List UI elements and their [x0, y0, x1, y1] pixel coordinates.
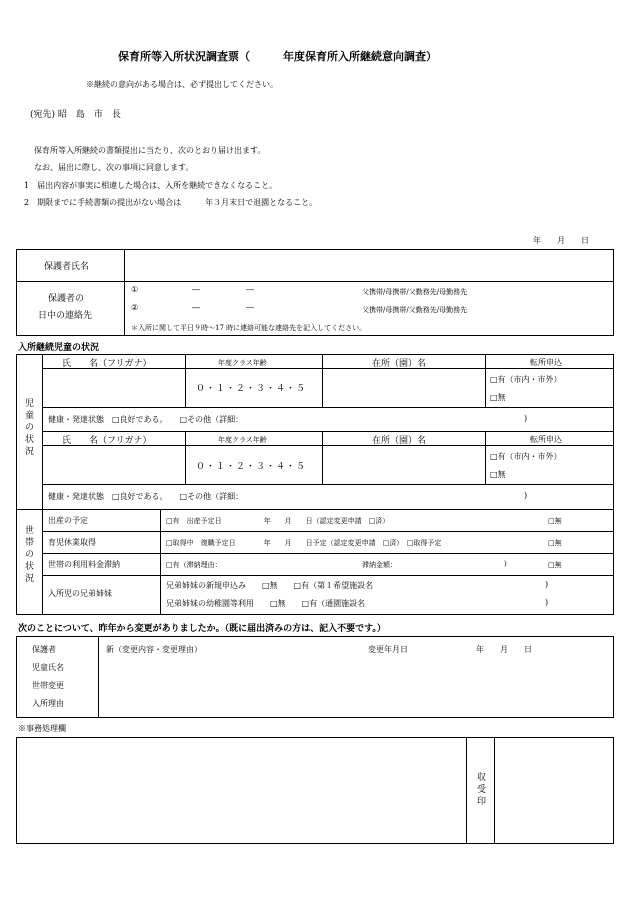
child-1-name-field[interactable] [43, 369, 184, 406]
child-1-health[interactable]: 健康・発達状態 □良好である。 □その他（詳細： [48, 415, 244, 424]
leave-none[interactable]: □無 [548, 539, 562, 547]
child-1-col-facility: 在所（園）名 [372, 359, 427, 369]
child-2-col-facility: 在所（園）名 [372, 436, 427, 446]
fee-label: 世帯の利用料金滞納 [48, 560, 120, 569]
fee-content[interactable]: □有（滞納理由： [166, 561, 222, 569]
child-2-age-options[interactable]: ０・１・２・３・４・５ [196, 462, 307, 472]
sibling-label: 入所児の兄弟姉妹 [48, 589, 112, 598]
changes-date-value: 年 月 日 [476, 645, 532, 654]
addressee: (宛先) 昭 島 市 長 [30, 110, 121, 120]
notice-text: ※継続の意向がある場合は、必ず提出してください。 [86, 80, 278, 89]
changes-new-label: 新（変更内容・変更理由） [106, 645, 202, 654]
child-2-facility-field[interactable] [323, 446, 484, 483]
guardian-name-field[interactable] [125, 250, 613, 281]
page-title: 保育所等入所状況調査票（ 年度保育所入所継続意向調査） [118, 50, 437, 63]
sibling-line-1-close: ) [545, 580, 549, 589]
stamp-label: 収受印 [475, 772, 485, 808]
guardian-name-label: 保護者氏名 [44, 262, 90, 272]
child-1-col-transfer: 転所申込 [530, 358, 562, 367]
contact-row-2-options[interactable]: 父携帯/母携帯/父勤務先/母勤務先 [362, 306, 468, 314]
office-heading: ※事務処理欄 [18, 724, 66, 733]
child-2-col-class: 年度クラス年齢 [218, 436, 267, 444]
office-box [16, 737, 614, 844]
guardian-contact-label-2: 日中の連絡先 [38, 311, 93, 321]
changes-heading: 次のことについて、昨年から変更がありましたか。（既に届出済みの方は、記入不要です。） [18, 624, 386, 634]
fee-close: ) [504, 560, 507, 568]
child-1-age-options[interactable]: ０・１・２・３・４・５ [196, 384, 307, 394]
changes-input-area[interactable] [100, 660, 612, 716]
changes-label-reason: 入所理由 [32, 699, 64, 708]
children-section-heading: 入所継続児童の状況 [18, 343, 100, 353]
child-1-col-name: 氏 名（フリガナ） [62, 359, 152, 369]
child-2-col-transfer: 転所申込 [530, 435, 562, 444]
intro-item-1: 1 届出内容が事実に相違した場合は、入所を継続できなくなること。 [24, 181, 278, 190]
leave-content[interactable]: □取得中 復職予定日 年 月 日予定（認定変更申請 □済） □取得予定 [166, 539, 442, 547]
contact-row-1-dash-2: ― [246, 285, 254, 294]
submission-date: 年 月 日 [533, 236, 589, 245]
contact-row-2-dash-1: ― [192, 303, 200, 312]
contact-row-2-dash-2: ― [246, 303, 254, 312]
birth-content[interactable]: □有 出産予定日 年 月 日（認定変更申請 □済） [166, 517, 390, 525]
child-2-name-field[interactable] [43, 446, 184, 483]
sibling-line-1[interactable]: 兄弟姉妹の新規申込み □無 □有（第１希望施設名 [166, 581, 374, 590]
contact-row-1-marker: ① [131, 285, 139, 294]
intro-line-2: なお、届出に際し、次の事項に同意します。 [34, 163, 194, 172]
changes-label-child: 児童氏名 [32, 663, 64, 672]
fee-none[interactable]: □無 [548, 561, 562, 569]
contact-note: ＊入所に関して平日９時～17 時に連絡可能な連絡先を記入してください。 [131, 324, 367, 332]
contact-row-1-dash-1: ― [192, 285, 200, 294]
child-2-transfer-no[interactable]: □無 [490, 470, 506, 479]
intro-line-1: 保育所等入所継続の書類提出に当たり、次のとおり届け出ます。 [34, 146, 266, 155]
intro-item-2: 2 期限までに手続書類の提出がない場合は 年３月末日で退園となること。 [24, 198, 318, 207]
child-2-col-name: 氏 名（フリガナ） [62, 436, 152, 446]
changes-label-guardian: 保護者 [32, 645, 56, 654]
contact-row-2-marker: ② [131, 303, 139, 312]
child-1-transfer-no[interactable]: □無 [490, 393, 506, 402]
child-2-health[interactable]: 健康・発達状態 □良好である。 □その他（詳細： [48, 492, 244, 501]
changes-label-household: 世帯変更 [32, 681, 64, 690]
sibling-line-2[interactable]: 兄弟姉妹の幼稚園等利用 □無 □有（通園施設名 [166, 599, 366, 608]
child-1-transfer-yes[interactable]: □有（市内・市外） [490, 375, 562, 384]
leave-label: 育児休業取得 [48, 538, 96, 547]
sibling-line-2-close: ) [545, 598, 549, 607]
child-1-facility-field[interactable] [323, 369, 484, 406]
birth-none[interactable]: □無 [548, 517, 562, 525]
guardian-contact-label-1: 保護者の [48, 294, 85, 304]
child-2-transfer-yes[interactable]: □有（市内・市外） [490, 452, 562, 461]
fee-amount[interactable]: 滞納金額： [362, 561, 397, 569]
child-1-col-class: 年度クラス年齢 [218, 359, 267, 367]
child-2-health-close: ) [524, 491, 528, 500]
children-side-label: 児童の状況 [23, 398, 33, 458]
birth-label: 出産の予定 [48, 516, 88, 525]
changes-date-label: 変更年月日 [368, 645, 408, 654]
child-1-health-close: ) [524, 414, 528, 423]
contact-row-1-options[interactable]: 父携帯/母携帯/父勤務先/母勤務先 [362, 288, 468, 296]
household-side-label: 世帯の状況 [23, 525, 33, 585]
